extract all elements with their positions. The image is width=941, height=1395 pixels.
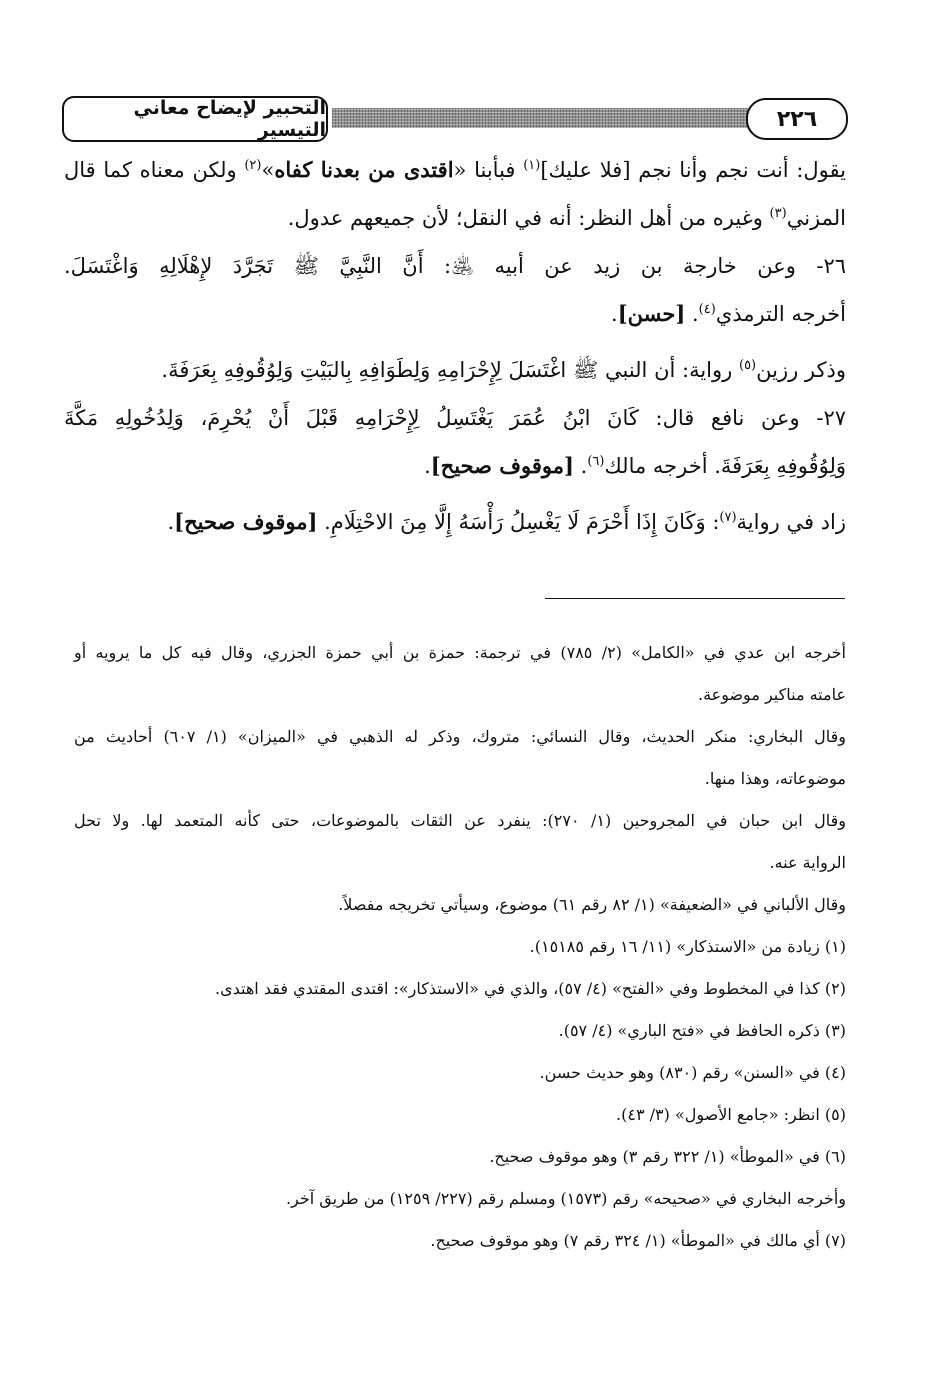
footnote-ref-4: (٤) [698,302,716,317]
hadith-grade: [حسن] [617,301,686,326]
main-text-span: . [167,510,175,534]
book-title [62,96,328,142]
hadith-grade: [موقوف صحيح] [430,453,574,478]
footnotes [74,632,846,1262]
razin-line [64,346,846,394]
page-number [746,98,848,140]
footnote-1: (١) زيادة من «الاستذكار» (١١/ ١٦ رقم ١٥١٨٥). [529,937,846,956]
footnote-3: (٣) ذكره الحافظ في «فتح الباري» (٤/ ٥٧). [558,1021,846,1040]
hadith-26-line-1 [64,242,846,290]
main-text-span: المزني [786,206,846,230]
footnote-ref-5: (٥) [738,358,757,373]
main-text-span: وغيره من أهل النظر: أنه في النقل؛ لأن جميعهم عدول. [287,206,770,230]
main-text-span: زاد في رواية [736,510,846,534]
footnote-continuation: وقال ابن حبان في المجروحين (١/ ٢٧٠): ينفرد عن الثقات بالموضوعات، حتى كأنه المتعمد لها. ولا تحل [74,811,847,830]
main-text-span: يقول: أنت نجم وأنا نجم [فلا عليك] [540,158,846,182]
page-header [62,96,848,146]
footnote-ref-6: (٦) [587,454,605,469]
footnote-ref-1: (١) [523,158,541,173]
main-line-2 [64,194,846,242]
footnote-continuation: الرواية عنه. [769,853,846,872]
main-text-span: وذكر رزين [756,358,846,382]
footnote-ref-3: (٣) [769,206,787,221]
book-title-text: التحبير لإيضاح معاني التيسير [133,97,326,141]
hadith-26-line-2 [64,290,846,338]
footnote-ref-7: (٧) [719,510,737,525]
main-text-span: : وَكَانَ إِذَا أَحْرَمَ لَا يَغْسِلُ رَأْسَهُ إِلَّا مِنَ الاحْتِلَامِ. [317,510,720,534]
main-text-span: ولكن معناه كما قال [64,158,245,182]
bold-quote: اقتدى من بعدنا كفاه [274,157,454,182]
hadith-27-line-2 [64,442,846,490]
zad-line [64,498,846,546]
main-text-span: » [261,158,275,182]
footnote-continuation: عامته مناكير موضوعة. [697,685,846,704]
hadith-26-text: ٢٦- وعن خارجة بن زيد عن أبيه ﵁: أَنَّ النَّبِيَّ ﷺ تَجَرَّدَ لإِهْلَالِهِ وَاغْتَسَلَ. [64,254,846,278]
main-text-span: . [573,454,588,478]
footnote-separator [545,598,845,599]
footnote-continuation: وقال البخاري: منكر الحديث، وقال النسائي: متروك، وذكر له الذهبي في «الميزان» (١/ ٦٠٧) أحاديث من [74,727,846,746]
main-text-span: فبأبنا « [453,158,524,182]
footnote-7: (٧) أي مالك في «الموطأ» (١/ ٣٢٤ رقم ٧) وهو موقوف صحيح. [430,1231,846,1250]
main-text-span: . [611,302,618,326]
page-number-text: ٢٢٦ [776,106,818,132]
main-text-span: وَلِوُقُوفِهِ بِعَرَفَةَ. أخرجه مالك [604,454,846,478]
footnote-continuation: وقال الألباني في «الضعيفة» (١/ ٨٢ رقم ٦١) موضوع، وسيأتي تخريجه مفصلاً. [338,895,846,914]
main-text-span: . [685,302,699,326]
footnote-ref-2: (٢) [244,158,262,173]
footnote-continuation: موضوعاته، وهذا منها. [704,769,846,788]
footnote-2: (٢) كذا في المخطوط وفي «الفتح» (٤/ ٥٧)، والذي في «الاستذكار»: اقتدى المقتدي فقد اهتدى. [215,979,846,998]
main-text-span: أخرجه الترمذي [715,302,846,326]
hadith-27-line-1 [64,394,846,442]
hadith-27-text: ٢٧- وعن نافع قال: كَانَ ابْنُ عُمَرَ يَغْتَسِلُ لِإِحْرَامِهِ قَبْلَ أَنْ يُحْرِمَ، وَلِدُخُولِهِ مَكَّةَ [64,406,846,430]
hadith-grade: [موقوف صحيح] [174,509,318,534]
footnote-6-continued: وأخرجه البخاري في «صحيحه» رقم (١٥٧٣) ومسلم رقم (٢٢٧/ ١٢٥٩) من طريق آخر. [285,1189,846,1208]
main-text-span: . [424,454,431,478]
main-text [64,146,846,546]
footnote-6: (٦) في «الموطأ» (١/ ٣٢٢ رقم ٣) وهو موقوف صحيح. [489,1147,846,1166]
header-decorative-band [332,108,758,128]
footnote-continuation: أخرجه ابن عدي في «الكامل» (٢/ ٧٨٥) في ترجمة: حمزة بن أبي حمزة الجزري، وقال فيه كل ما يرويه أو [74,643,847,662]
main-text-span: رواية: أن النبي ﷺ اغْتَسَلَ لِإِحْرَامِهِ وَلِطَوَافِهِ بِالبَيْتِ وَلِوُقُوفِهِ بِعَرَفَةَ. [161,358,739,382]
footnote-4: (٤) في «السنن» رقم (٨٣٠) وهو حديث حسن. [539,1063,846,1082]
main-line-1 [64,146,846,194]
footnote-5: (٥) انظر: «جامع الأصول» (٣/ ٤٣). [616,1105,846,1124]
